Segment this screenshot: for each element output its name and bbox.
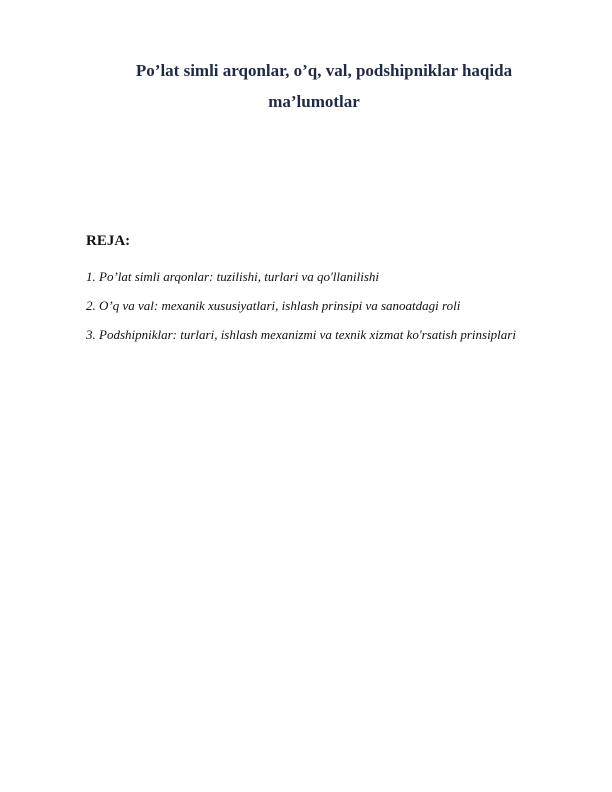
plan-list xyxy=(86,269,516,356)
plan-item-2: 2. O’q va val: mexanik xususiyatlari, ishlash prinsipi va sanoatdagi roli xyxy=(86,298,461,313)
plan-item-1: 1. Po’lat simli arqonlar: tuzilishi, turlari va qo'llanilishi xyxy=(86,269,380,284)
document-title-line-2: ma’lumotlar xyxy=(268,92,360,111)
plan-heading: REJA: xyxy=(86,233,131,249)
plan-item-3: 3. Podshipniklar: turlari, ishlash mexanizmi va texnik xizmat ko'rsatish prinsiplari xyxy=(86,327,516,342)
document-title-line-1: Po’lat simli arqonlar, o’q, val, podshipniklar haqida xyxy=(135,61,513,80)
